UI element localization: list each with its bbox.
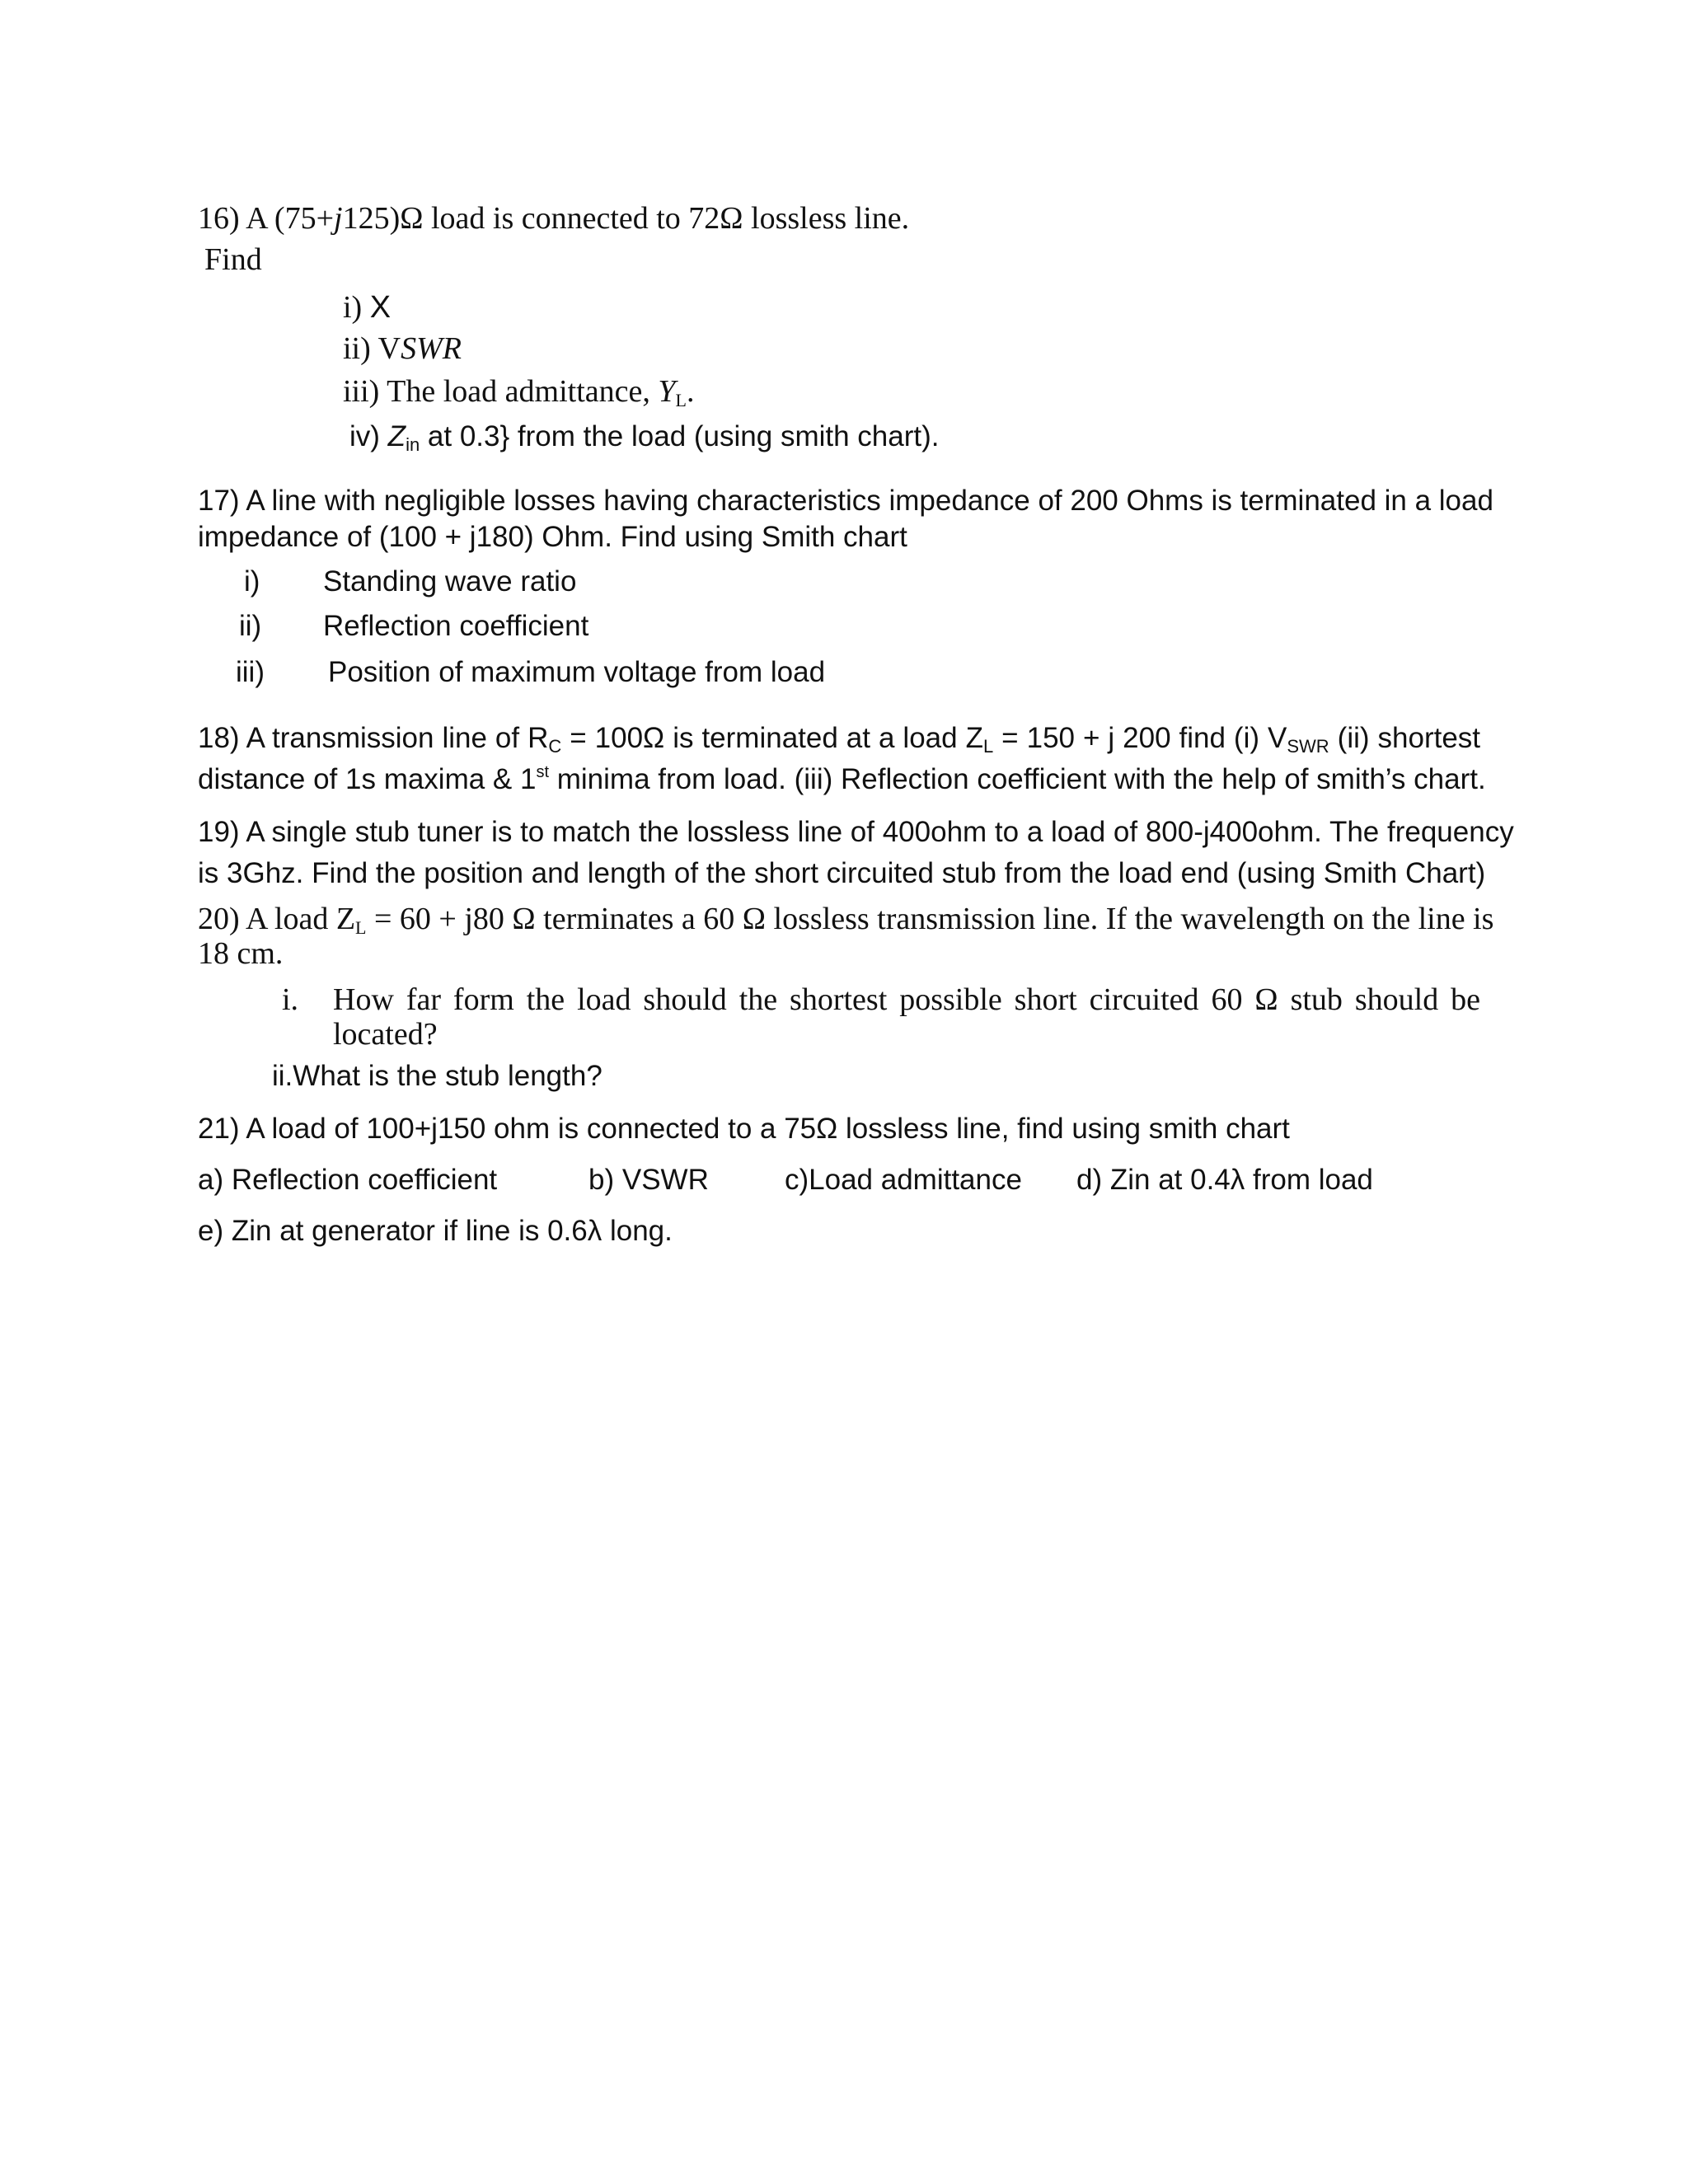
q16-item-4-sub: in	[406, 434, 420, 455]
q17-item-3-label: iii)	[236, 656, 265, 688]
q20-item-1-line-1: How far form the load should the shortest possible short circuited 60 Ω stub should be	[333, 982, 1480, 1017]
q17-item-1-text: Standing wave ratio	[323, 565, 577, 598]
q16-item-3	[343, 374, 695, 410]
q18-l1-c: = 150 + j 200 find (i) V	[993, 722, 1287, 754]
q17-item-2-label: ii)	[239, 610, 262, 642]
q16-item-4-label: iv)	[349, 420, 380, 452]
q16-item-1	[343, 292, 391, 323]
q16-number: 16)	[198, 201, 240, 236]
q18-l1-d: (ii) shortest	[1329, 722, 1481, 754]
q16-item-2-text-italic: SWR	[401, 331, 462, 366]
q17-item-2-text: Reflection coefficient	[323, 610, 589, 642]
q16-item-2-text-pre: V	[377, 331, 401, 366]
q21-line-3: e) Zin at generator if line is 0.6λ long.	[198, 1215, 673, 1247]
q21-part-a: a) Reflection coefficient	[198, 1164, 498, 1196]
q16-item-3-text-post: .	[686, 374, 695, 409]
q18-l2-a: distance of 1s maxima & 1	[198, 763, 537, 795]
q16-item-3-sub: L	[675, 390, 687, 410]
q18-line-2	[198, 765, 1486, 794]
q18-sup-st: st	[536, 763, 550, 781]
q16-item-3-text-pre: The load admittance,	[387, 374, 659, 409]
q16-item-4-text-post: at 0.3} from the load (using smith chart).	[420, 420, 940, 452]
q16-item-1-text: Χ	[369, 290, 392, 325]
q16-item-4	[349, 420, 940, 455]
q16-stem-j: j	[334, 201, 343, 236]
q21-part-c: c)Load admittance	[785, 1164, 1022, 1196]
q20-item-1-line-2: located?	[333, 1017, 438, 1052]
q18-sub-swr: SWR	[1287, 736, 1329, 757]
q21-part-d: d) Zin at 0.4λ from load	[1076, 1164, 1373, 1196]
q18-l2-b: minima from load. (iii) Reflection coefficient with the help of smith’s chart.	[549, 763, 1486, 795]
q17-item-3-text: Position of maximum voltage from load	[328, 656, 826, 688]
q20-l1-a: 20) A load Z	[198, 902, 356, 936]
q18-sub-c: C	[548, 736, 562, 757]
q16-stem-pre: A (75+	[246, 201, 334, 236]
q18-l1-b: = 100Ω is terminated at a load Z	[561, 722, 983, 754]
q18-l1-a: 18) A transmission line of R	[198, 722, 549, 754]
q21-part-b: b) VSWR	[588, 1164, 709, 1196]
q20-line-1	[198, 902, 1494, 938]
q16-item-4-text-italic: Z	[387, 420, 406, 452]
q21-line-1: 21) A load of 100+j150 ohm is connected to a 75Ω lossless line, find using smith chart	[198, 1113, 1290, 1145]
q16-item-1-label: i)	[343, 290, 363, 325]
q16-find: Find	[204, 242, 262, 277]
q20-item-2-label: ii.	[272, 1060, 293, 1092]
q17-line-2: impedance of (100 + j180) Ohm. Find using Smith chart	[198, 521, 907, 553]
q18-line-1	[198, 722, 1481, 757]
q20-item-2-text: What is the stub length?	[293, 1060, 603, 1092]
q16-item-2	[343, 333, 462, 364]
q19-line-1: 19) A single stub tuner is to match the lossless line of 400ohm to a load of 800-j400ohm. The frequency	[198, 816, 1514, 848]
q17-item-1-label: i)	[244, 565, 260, 598]
q18-sub-l: L	[982, 736, 994, 757]
q16-item-3-label: iii)	[343, 374, 380, 409]
q19-line-2: is 3Ghz. Find the position and length of the short circuited stub from the load end (using Smith Chart)	[198, 857, 1486, 889]
q20-item-2	[272, 1062, 603, 1090]
q16-item-3-text-italic: Y	[658, 374, 676, 409]
q17-line-1: 17) A line with negligible losses having characteristics impedance of 200 Ohms is terminated in a load	[198, 485, 1493, 517]
q20-line-2: 18 cm.	[198, 936, 284, 971]
q16-stem-post: 125)Ω load is connected to 72Ω lossless line.	[342, 201, 910, 236]
q20-l1-b: = 60 + j80 Ω terminates a 60 Ω lossless transmission line. If the wavelength on the line is	[366, 902, 1494, 936]
q20-item-1-label: i.	[282, 982, 299, 1017]
q16-stem	[198, 203, 909, 234]
q20-sub-l: L	[355, 917, 367, 938]
q16-item-2-label: ii)	[343, 331, 371, 366]
